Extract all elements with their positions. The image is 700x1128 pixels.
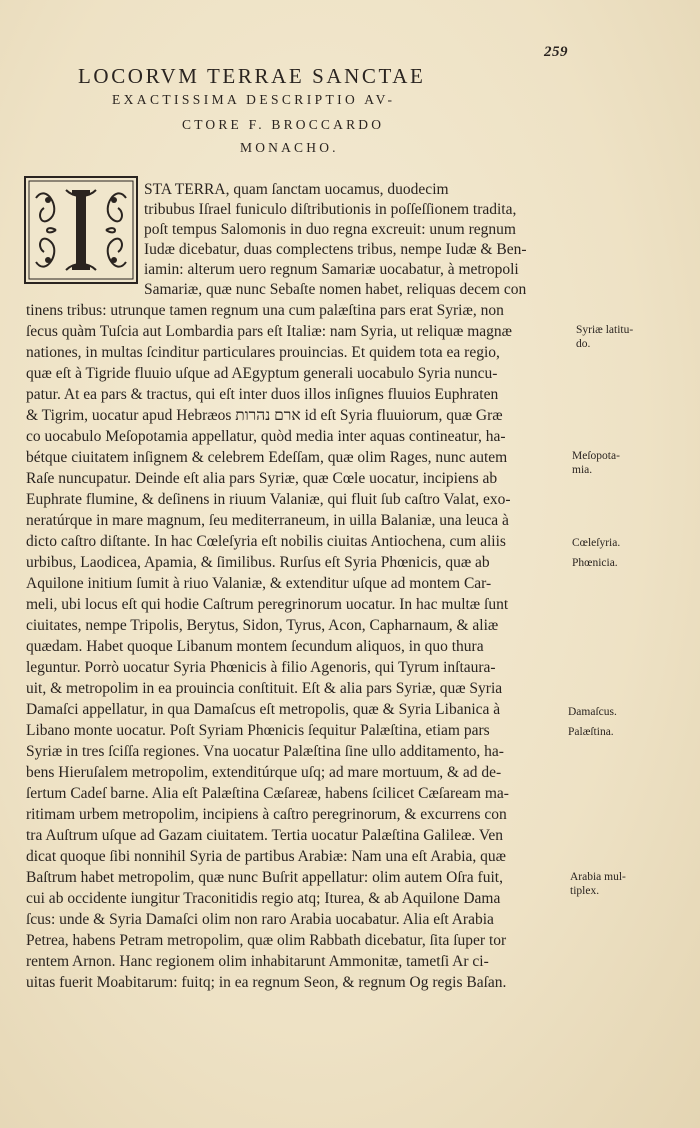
body-line: tribubus Iſrael funiculo diſtributionis in poſſeſſionem tradita,	[144, 201, 517, 218]
heading-line-4: MONACHO.	[240, 140, 339, 155]
margin-note	[570, 870, 626, 898]
body-line: Libano monte uocatur. Poſt Syriam Phœnicis ſequitur Palæſtina, etiam pars	[26, 722, 490, 739]
body-line: quædam. Habet quoque Libanum montem ſecundum aliquos, in quo thura	[26, 638, 484, 655]
body-line: quæ eſt à Tigride fluuio uſque ad AEgyptum generali uocabulo Syria nuncu-	[26, 365, 498, 382]
body-line: cui ab occidente iungitur Traconitidis regio atq; Iturea, & ab Aquilone Dama	[26, 890, 501, 907]
body-line: ſertum Cadeſ barne. Alia eſt Palæſtina Cæſareæ, habens ſcilicet Cæſaream ma-	[26, 785, 509, 802]
margin-note	[572, 556, 618, 570]
body-line: iamin: alterum uero regnum Samariæ uocabatur, à metropoli	[144, 261, 519, 278]
body-line: Baſtrum habet metropolim, quæ nunc Buſrit appellatur: olim autem Oſra fuit,	[26, 869, 503, 886]
body-line: Euphrate flumine, & deſinens in riuum Valaniæ, qui fluit ſub caſtro Valat, exo-	[26, 491, 511, 508]
body-line: dicto caſtro diſtante. In hac Cœleſyria eſt nobilis ciuitas Antiochena, cum aliis	[26, 533, 506, 550]
margin-note-line: Arabia mul-	[570, 871, 626, 883]
margin-note	[568, 725, 614, 739]
body-line: dicat quoque ſibi nonnihil Syria de partibus Arabiæ: Nam una eſt Arabia, quæ	[26, 848, 506, 865]
margin-note	[568, 705, 617, 719]
margin-note-line: Palæſtina.	[568, 726, 614, 738]
margin-note-line: tiplex.	[570, 885, 600, 897]
body-line: patur. At ea pars & tractus, qui eſt inter duos illos inſignes fluuios Euphraten	[26, 386, 499, 403]
decorated-initial-letter	[24, 176, 138, 284]
ornament-foliage-icon	[26, 178, 136, 282]
body-line: rentem Arnon. Hanc regionem olim inhabitarunt Ammonitæ, tametſi Ar ci-	[26, 953, 489, 970]
body-line: Petrea, habens Petram metropolim, quæ olim Rabbath dicebatur, ſita ſuper tor	[26, 932, 507, 949]
body-line: Raſe nuncupatur. Deinde eſt alia pars Syriæ, quæ Cœle uocatur, incipiens ab	[26, 470, 498, 487]
body-line: Syriæ in tres ſciſſa regiones. Vna uocatur Palæſtina ſine ullo additamento, ha-	[26, 743, 504, 760]
margin-note-line: Damaſcus.	[568, 706, 617, 718]
margin-note-line: do.	[576, 338, 591, 350]
margin-note-line: Cœleſyria.	[572, 537, 621, 549]
body-line: ſcus: unde & Syria Damaſci olim non raro Arabia uocabatur. Alia eſt Arabia	[26, 911, 494, 928]
body-line: & Tigrim, uocatur apud Hebræos ארם נהרות id eſt Syria fluuiorum, quæ Græ	[26, 407, 503, 424]
body-line: uitas fuerit Moabitarum: fuitq; in ea regnum Seon, & regnum Og regis Baſan.	[26, 974, 507, 991]
body-line: Damaſci appellatur, in qua Damaſcus eſt metropolis, quæ & Syria Libanica à	[26, 701, 501, 718]
body-line: tra Auſtrum uſque ad Gazam ciuitatem. Tertia uocatur Palæſtina Galileæ. Ven	[26, 827, 503, 844]
margin-note	[572, 449, 620, 477]
body-line: Aquilone initium ſumit à riuo Valaniæ, & extenditur uſque ad montem Car-	[26, 575, 492, 592]
margin-note-line: Meſopota-	[572, 450, 620, 462]
page-number: 259	[544, 44, 568, 60]
body-line: meli, ubi locus eſt qui hodie Caſtrum peregrinorum uocatur. In hac multæ ſunt	[26, 596, 509, 613]
margin-note	[572, 536, 620, 550]
margin-note-line: Phœnicia.	[572, 557, 618, 569]
body-line: ritimam urbem metropolim, incipiens à caſtro peregrinorum, & excurrens con	[26, 806, 507, 823]
body-line: tinens tribus: utrunque tamen regnum una cum palæſtina pars erat Syriæ, non	[26, 302, 504, 319]
body-line: bétque ciuitatem inſignem & celebrem Edeſſam, quæ olim Rages, nunc autem	[26, 449, 508, 466]
heading-line-3: CTORE F. BROCCARDO	[182, 117, 385, 132]
margin-note	[576, 323, 633, 351]
body-line: ſecus quàm Tuſcia aut Lombardia pars eſt Italiæ: nam Syria, ut reliquæ magnæ	[26, 323, 513, 340]
body-line: ciuitates, nempe Tripolis, Berytus, Sidon, Tyrus, Acon, Capharnaum, & aliæ	[26, 617, 499, 634]
body-line: nationes, in multas ſcinditur particulares prouincias. Et quidem tota ea regio,	[26, 344, 500, 361]
heading-line-1: LOCORVM TERRAE SANCTAE	[78, 64, 426, 88]
margin-note-line: mia.	[572, 464, 593, 476]
body-line: Iudæ dicebatur, duas complectens tribus, nempe Iudæ & Ben-	[144, 241, 527, 258]
body-line: neratúrque in mare magnum, ſeu mediterraneum, in uilla Balaniæ, una leuca à	[26, 512, 509, 529]
body-line: poſt tempus Salomonis in duo regna excreuit: unum regnum	[144, 221, 516, 238]
body-line: uit, & metropolim in ea prouincia conſtituit. Eſt & alia pars Syriæ, quæ Syria	[26, 680, 503, 697]
body-line: leguntur. Porrò uocatur Syria Phœnicis à filio Agenoris, qui Tyrum inſtaura-	[26, 659, 496, 676]
margin-note-line: Syriæ latitu-	[576, 324, 634, 336]
body-line: co uocabulo Meſopotamia appellatur, quòd media inter aquas contineatur, ha-	[26, 428, 506, 445]
body-line: Samariæ, quæ nunc Sebaſte nomen habet, reliquas decem con	[144, 281, 527, 298]
body-line: STA TERRA, quam ſanctam uocamus, duodecim	[144, 181, 449, 198]
body-line: urbibus, Laodicea, Apamia, & ſimilibus. Rurſus eſt Syria Phœnicis, quæ ab	[26, 554, 490, 571]
body-line: bens Hieruſalem metropolim, extenditúrque uſq; ad mare mortuum, & ad de-	[26, 764, 502, 781]
heading-line-2: EXACTISSIMA DESCRIPTIO AV-	[112, 92, 396, 107]
